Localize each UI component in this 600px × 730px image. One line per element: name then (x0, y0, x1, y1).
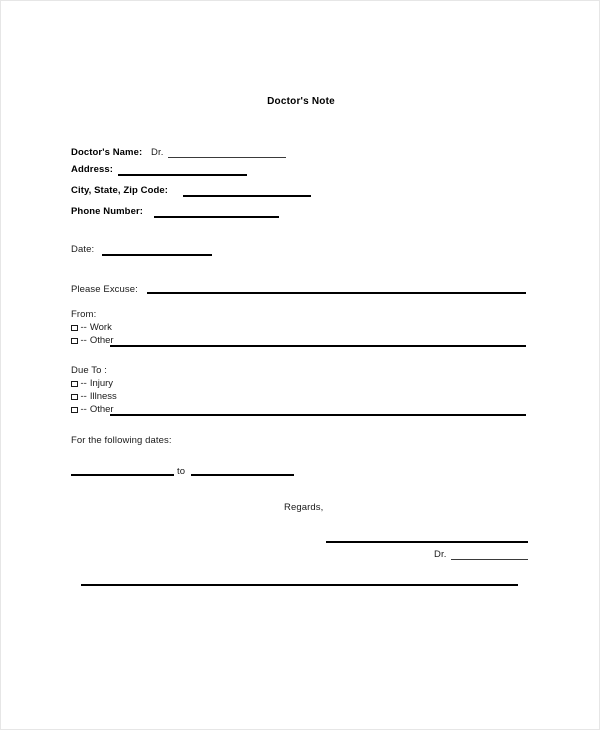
phone-number-input-rule[interactable] (154, 216, 279, 218)
doctor-name-label: Doctor's Name: (71, 147, 143, 158)
page-title: Doctor's Note (267, 96, 335, 107)
please-excuse-input-rule[interactable] (147, 292, 526, 294)
from-other-input-rule[interactable] (110, 345, 526, 347)
following-dates-heading: For the following dates: (71, 435, 172, 446)
city-state-zip-label: City, State, Zip Code: (71, 185, 169, 196)
checkbox-unchecked-icon[interactable] (71, 394, 78, 401)
doctor-name-prefix: Dr. (151, 147, 164, 158)
checkbox-unchecked-icon[interactable] (71, 407, 78, 414)
checkbox-unchecked-icon[interactable] (71, 381, 78, 388)
signature-rule[interactable] (326, 541, 528, 543)
date-range-start-rule[interactable] (71, 474, 174, 476)
address-input-rule[interactable] (118, 174, 247, 176)
from-option-work-label: Work (89, 322, 112, 333)
footer-divider-rule (81, 584, 518, 586)
checkbox-unchecked-icon[interactable] (71, 338, 78, 345)
signature-doctor-name-rule[interactable] (451, 559, 528, 560)
due-to-option-illness-label: Illness (89, 391, 117, 402)
closing-salutation: Regards, (284, 502, 324, 513)
due-to-option-other[interactable] (71, 404, 114, 416)
from-option-other-label: Other (89, 335, 114, 346)
signature-doctor-prefix: Dr. (434, 549, 447, 560)
from-option-other-dashes: -- (80, 335, 87, 346)
phone-number-label: Phone Number: (71, 206, 144, 217)
from-section-heading: From: (71, 309, 97, 320)
date-label: Date: (71, 244, 95, 255)
from-option-other[interactable] (71, 335, 114, 347)
due-to-other-input-rule[interactable] (110, 414, 526, 416)
from-option-work[interactable] (71, 322, 112, 334)
date-range-end-rule[interactable] (191, 474, 294, 476)
due-to-option-illness-dashes: -- (80, 391, 87, 402)
city-state-zip-input-rule[interactable] (183, 195, 311, 197)
due-to-section-heading: Due To : (71, 365, 108, 376)
due-to-option-injury-dashes: -- (80, 378, 87, 389)
due-to-option-injury-label: Injury (89, 378, 114, 389)
due-to-option-other-dashes: -- (80, 404, 87, 415)
due-to-option-injury[interactable] (71, 378, 113, 390)
checkbox-unchecked-icon[interactable] (71, 325, 78, 332)
doctor-name-input-rule[interactable] (168, 157, 286, 158)
address-label: Address: (71, 164, 113, 175)
date-input-rule[interactable] (102, 254, 212, 256)
date-range-separator: to (177, 466, 186, 477)
due-to-option-other-label: Other (89, 404, 114, 415)
please-excuse-label: Please Excuse: (71, 284, 138, 295)
due-to-option-illness[interactable] (71, 391, 117, 403)
from-option-work-dashes: -- (80, 322, 87, 333)
